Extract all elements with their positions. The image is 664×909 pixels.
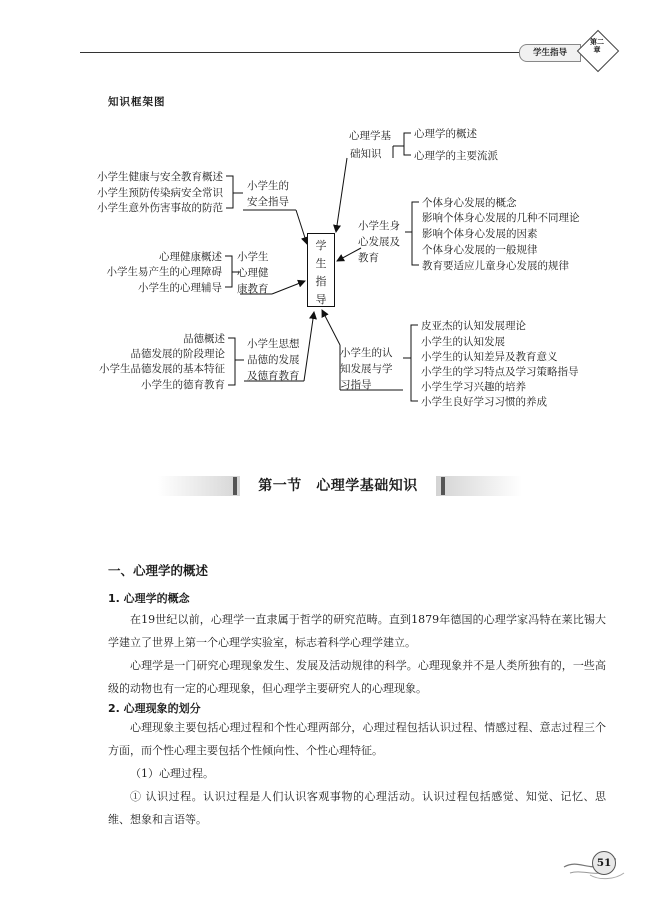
node-title-mid-right: 心发展及 <box>358 236 400 248</box>
node-item: 小学生的德育教育 <box>141 379 225 391</box>
heading-division: 2. 心理现象的划分 <box>108 702 201 715</box>
node-item: 小学生的心理辅导 <box>138 282 222 294</box>
node-title-bottom-right: 小学生的认 <box>340 347 393 359</box>
node-title-bottom-right: 习指导 <box>340 379 372 391</box>
center-char-2: 生 <box>315 257 327 270</box>
node-item: 小学生学习兴趣的培养 <box>421 381 526 393</box>
heading-concept: 1. 心理学的概念 <box>108 592 190 605</box>
node-item: 影响个体身心发展的因素 <box>422 228 538 240</box>
node-title-top-left: 小学生的 <box>247 180 289 192</box>
node-title-mid-right: 小学生身 <box>358 220 400 232</box>
center-char-4: 导 <box>315 293 327 306</box>
node-title-bottom-right: 知发展与学 <box>340 363 393 375</box>
node-item: 教育要适应儿童身心发展的规律 <box>422 260 569 272</box>
paragraph-2: 心理学是一门研究心理现象发生、发展及活动规律的科学。心理现象并不是人类所独有的，一些高级的动物也有一定的心理现象，但心理学主要研究人的心理现象。 <box>108 659 606 695</box>
node-item: 小学生良好学习习惯的养成 <box>421 396 547 408</box>
page-number: 51 <box>592 851 616 875</box>
center-box <box>307 233 335 307</box>
section-title: 第一节 心理学基础知识 <box>258 478 418 494</box>
node-item: 个体身心发展的概念 <box>422 197 517 209</box>
node-item: 小学生预防传染病安全常识 <box>97 187 223 199</box>
node-item: 小学生易产生的心理障碍 <box>106 266 222 278</box>
node-title-mid-left: 小学生 <box>237 251 269 263</box>
node-item: 小学生健康与安全教育概述 <box>97 171 223 183</box>
chapter-label: 第二章 <box>590 38 604 54</box>
node-item: 品德概述 <box>183 333 225 345</box>
node-title-mid-left: 心理健 <box>237 267 269 279</box>
node-title-bottom-left: 小学生思想 <box>247 338 300 350</box>
center-char-3: 指 <box>315 275 327 288</box>
paragraph-3: 心理现象主要包括心理过程和个性心理两部分，心理过程包括认识过程、情感过程、意志过程三个方面，而个性心理主要包括个性倾向性、个性心理特征。 <box>108 721 606 757</box>
node-title-mid-left: 康教育 <box>237 283 269 295</box>
node-item: 小学生品德发展的基本特征 <box>99 363 225 375</box>
node-title-top-right-2: 础知识 <box>350 148 382 160</box>
node-title-bottom-left: 及德育教育 <box>247 370 300 382</box>
node-title-mid-right: 教育 <box>358 252 379 264</box>
node-item: 心理学的主要流派 <box>414 150 498 162</box>
section-separator-left <box>233 477 237 495</box>
node-item: 小学生的认知发展 <box>421 336 505 348</box>
paragraph-5: ① 认识过程。认识过程是人们认识客观事物的心理活动。认识过程包括感觉、知觉、记忆、思维、想象和言语等。 <box>108 790 606 826</box>
center-char-1: 学 <box>315 239 327 252</box>
node-title-bottom-left: 品德的发展 <box>247 354 300 366</box>
node-item: 小学生的认知差异及教育意义 <box>421 351 558 363</box>
header-chip: 学生指导 <box>519 44 581 62</box>
heading-overview: 一、心理学的概述 <box>108 563 209 578</box>
node-item: 影响个体身心发展的几种不同理论 <box>422 212 580 224</box>
node-item: 小学生意外伤害事故的防范 <box>97 202 223 214</box>
concept-map <box>0 0 664 420</box>
node-item: 个体身心发展的一般规律 <box>422 244 538 256</box>
node-title-top-left: 安全指导 <box>247 196 289 208</box>
section-separator-right <box>441 477 445 495</box>
paragraph-4: （1）心理过程。 <box>130 767 214 780</box>
node-item: 心理学的概述 <box>414 128 477 140</box>
node-item: 心理健康概述 <box>159 251 222 263</box>
node-item: 品德发展的阶段理论 <box>130 348 225 360</box>
node-item: 皮亚杰的认知发展理论 <box>421 320 526 332</box>
diagram-label: 知识框架图 <box>108 96 166 108</box>
node-item: 小学生的学习特点及学习策略指导 <box>421 366 579 378</box>
node-title-top-right-1: 心理学基 <box>349 130 391 142</box>
paragraph-1: 在19世纪以前，心理学一直隶属于哲学的研究范畴。直到1879年德国的心理学家冯特在莱比锡大学建立了世界上第一个心理学实验室，标志着科学心理学建立。 <box>108 613 606 649</box>
